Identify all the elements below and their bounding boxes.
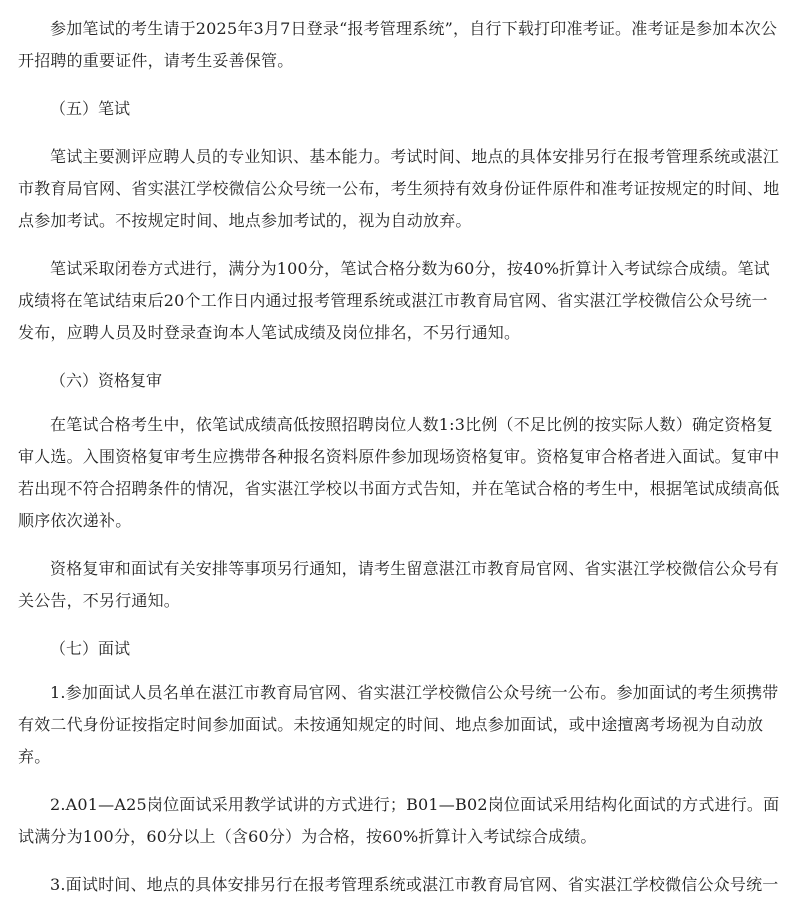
paragraph-written-exam-content: 笔试主要测评应聘人员的专业知识、基本能力。考试时间、地点的具体安排另行在报考管理系统或湛江市教育局官网、省实湛江学校微信公众号统一公布，考生须持有效身份证件原件和准考证按规定的时间、地点参加考试。不按规定时间、地点参加考试的，视为自动放弃。 xyxy=(18,147,780,230)
section-heading-interview: （七）面试 xyxy=(50,639,131,658)
section-heading-written-exam: （五）笔试 xyxy=(50,99,131,118)
paragraph-qualification-review: 在笔试合格考生中，依笔试成绩高低按照招聘岗位人数1:3比例（不足比例的按实际人数）确定资格复审人选。入围资格复审考生应携带各种报名资料原件参加现场资格复审。资格复审合格者进入面试。复审中若出现不符合招聘条件的情况，省实湛江学校以书面方式告知，并在笔试合格的考生中，根据笔试成绩高低顺序依次递补。 xyxy=(18,415,780,530)
paragraph-interview-schedule: 3.面试时间、地点的具体安排另行在报考管理系统或湛江市教育局官网、省实湛江学校微信公众号统一 xyxy=(50,875,779,894)
paragraph-interview-list: 1.参加面试人员名单在湛江市教育局官网、省实湛江学校微信公众号统一公布。参加面试的考生须携带有效二代身份证按指定时间参加面试。未按通知规定的时间、地点参加面试，或中途擅离考场视为自动放弃。 xyxy=(18,683,779,766)
paragraph-review-notice: 资格复审和面试有关安排等事项另行通知，请考生留意湛江市教育局官网、省实湛江学校微信公众号有关公告，不另行通知。 xyxy=(18,559,780,610)
paragraph-written-exam-scoring: 笔试采取闭卷方式进行，满分为100分，笔试合格分数为60分，按40%折算计入考试综合成绩。笔试成绩将在笔试结束后20个工作日内通过报考管理系统或湛江市教育局官网、省实湛江学校微信公众号统一发布，应聘人员及时登录查询本人笔试成绩及岗位排名，不另行通知。 xyxy=(18,259,770,342)
paragraph-interview-method: 2.A01—A25岗位面试采用教学试讲的方式进行；B01—B02岗位面试采用结构化面试的方式进行。面试满分为100分，60分以上（含60分）为合格，按60%折算计入考试综合成绩。 xyxy=(18,795,780,846)
section-heading-qualification-review: （六）资格复审 xyxy=(50,371,163,390)
paragraph-admission-ticket: 参加笔试的考生请于2025年3月7日登录“报考管理系统”，自行下载打印准考证。准考证是参加本次公开招聘的重要证件，请考生妥善保管。 xyxy=(18,19,778,70)
